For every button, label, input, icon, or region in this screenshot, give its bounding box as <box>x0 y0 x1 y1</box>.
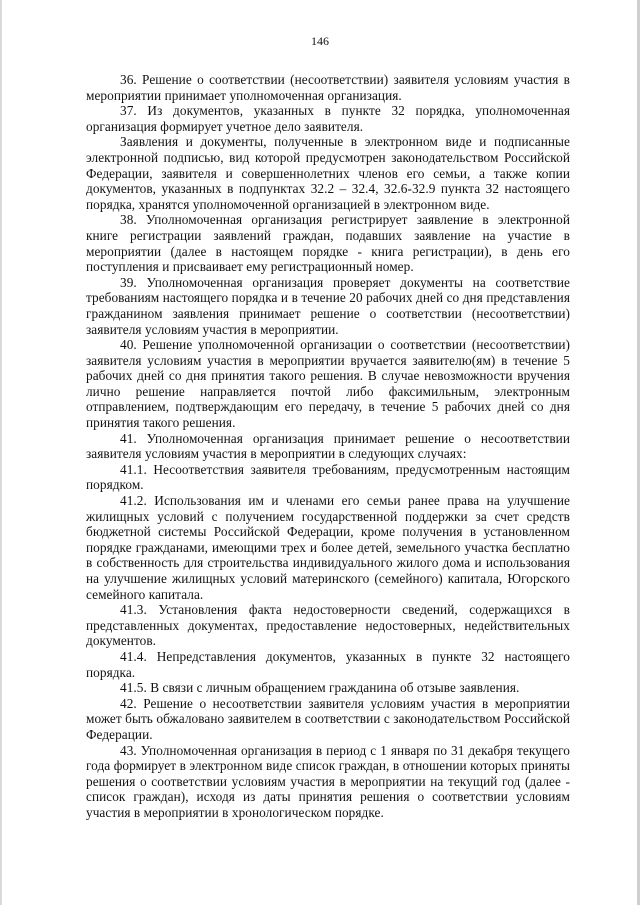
paragraph-43: 43. Уполномоченная организация в период с 1 января по 31 декабря текущего года формирует в электронном виде список граждан, в отношении которых приняты решения о соответствии условиям участия в мероприятии на текущий год (далее - список граждан), исходя из даты принятия решения о соответствии условиям участия в мероприятии в хронологическом порядке. <box>86 742 570 820</box>
paragraph-36: 36. Решение о соответствии (несоответствии) заявителя условиям участия в мероприятии принимает уполномоченная организация. <box>86 72 570 103</box>
paragraph-41-5: 41.5. В связи с личным обращением гражданина об отзыве заявления. <box>120 680 520 696</box>
paragraph-37-electronic-docs: Заявления и документы, полученные в электронном виде и подписанные электронной подписью, вид которой предусмотрен законодательством Российской Федерации, заявителя и совершеннолетних членов его семьи, а также копии документов, указанных в подпунктах 32.2 – 32.4, 32.6-32.9 пункта 32 настоящего порядка, хранятся уполномоченной организацией в электронном виде. <box>86 134 570 212</box>
paragraph-39: 39. Уполномоченная организация проверяет документы на соответствие требованиям настоящего порядка и в течение 20 рабочих дней со дня представления гражданином заявления принимает решение о соответствии (несоответствии) заявителя условиям участия в мероприятии. <box>86 274 570 337</box>
paragraph-38: 38. Уполномоченная организация регистрирует заявление в электронной книге регистрации заявлений граждан, подавших заявление на участие в мероприятии (далее в настоящем порядке - книга регистрации), в день его поступления и присваивает ему регистрационный номер. <box>86 212 570 275</box>
scan-edge-left <box>0 0 2 905</box>
paragraph-41: 41. Уполномоченная организация принимает решение о несоответствии заявителя условиям участия в мероприятии в следующих случаях: <box>86 430 570 462</box>
paragraph-37: 37. Из документов, указанных в пункте 32 порядка, уполномоченная организация формирует учетное дело заявителя. <box>86 103 570 134</box>
paragraph-41-1: 41.1. Несоответствия заявителя требованиям, предусмотренным настоящим порядком. <box>86 461 570 493</box>
paragraph-41-3: 41.3. Установления факта недостоверности сведений, содержащихся в представленных документах, предоставление недостоверных, недействительных документов. <box>86 602 570 649</box>
paragraph-40: 40. Решение уполномоченной организации о соответствии (несоответствии) заявителя условиям участия в мероприятии вручается заявителю(ям) в течение 5 рабочих дней со дня принятия такого решения. В случае невозможности вручения лично решение направляется почтой либо факсимильным, электронным отправлением, подтверждающим его передачу, в течение 5 рабочих дней со дня принятия такого решения. <box>86 337 570 431</box>
paragraph-41-4: 41.4. Непредставления документов, указанных в пункте 32 настоящего порядка. <box>86 648 570 680</box>
paragraph-42: 42. Решение о несоответствии заявителя условиям участия в мероприятии может быть обжаловано заявителем в соответствии с законодательством Российской Федерации. <box>86 695 570 742</box>
page-number: 146 <box>311 34 329 48</box>
paragraph-41-2: 41.2. Использования им и членами его семьи ранее права на улучшение жилищных условий с получением государственной поддержки за счет средств бюджетной системы Российской Федерации, кроме получения в установленном порядке гражданами, имеющими трех и более детей, земельного участка бесплатно в собственность для строительства индивидуального жилого дома и использования на улучшение жилищных условий материнского (семейного) капитала, Югорского семейного капитала. <box>86 493 570 602</box>
document-body <box>86 72 570 821</box>
